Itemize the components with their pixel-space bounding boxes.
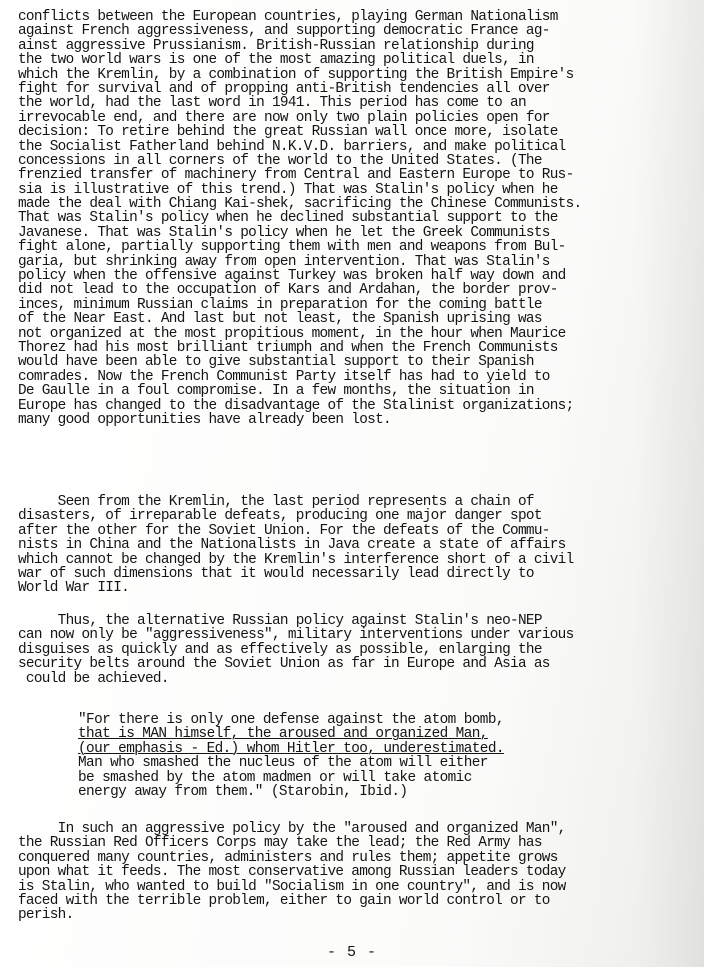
- text-line: the Socialist Fatherland behind N.K.V.D. barriers, and make political: [18, 138, 566, 155]
- text-line: "For there is only one defense against the atom bomb,: [78, 712, 504, 728]
- text-line: fight alone, partially supporting them with men and weapons from Bul-: [18, 239, 566, 256]
- text-line: the two world wars is one of the most amazing political duels, in: [18, 52, 534, 69]
- text-line: frenzied transfer of machinery from Central and Eastern Europe to Rus-: [18, 167, 574, 184]
- text-line: war of such dimensions that it would necessarily lead directly to: [18, 565, 534, 582]
- page-number: - 5 -: [326, 944, 377, 961]
- text-line: sia is illustrative of this trend.) That was Stalin's policy when he: [18, 181, 558, 198]
- text-line: is Stalin, who wanted to build "Socialism in one country", and is now: [18, 878, 566, 895]
- text-line: the Russian Red Officers Corps may take the lead; the Red Army has: [18, 835, 542, 852]
- paragraph-2: [18, 495, 690, 596]
- text-line: security belts around the Soviet Union as far in Europe and Asia as: [18, 656, 550, 673]
- text-line: not organized at the most propitious moment, in the hour when Maurice: [18, 325, 566, 342]
- text-line: Thus, the alternative Russian policy against Stalin's neo-NEP: [18, 613, 542, 629]
- text-line: policy when the offensive against Turkey was broken half way down and: [18, 268, 566, 285]
- paragraph-1: [18, 10, 690, 427]
- paragraph-4: [18, 822, 690, 923]
- text-line: Thorez had his most brilliant triumph and when the French Communists: [18, 339, 558, 356]
- text-line: many good opportunities have already been lost.: [18, 411, 391, 428]
- text-line: Javanese. That was Stalin's policy when he let the Greek Communists: [18, 224, 550, 241]
- text-line: fight for survival and of propping anti-British tendencies all over: [18, 80, 550, 97]
- text-line: that is MAN himself, the aroused and organized Man,: [78, 726, 488, 743]
- text-line: disguises as quickly and as effectively as possible, enlarging the: [18, 641, 542, 658]
- text-line: inces, minimum Russian claims in preparation for the coming battle: [18, 296, 542, 313]
- text-line: energy away from them." (Starobin, Ibid.): [78, 783, 408, 800]
- text-line: could be achieved.: [18, 670, 169, 687]
- text-line: conquered many countries, administers and rules them; appetite grows: [18, 849, 558, 866]
- text-line: irrevocable end, and there are now only two plain policies open for: [18, 109, 550, 126]
- text-line: the world, had the last word in 1941. This period has come to an: [18, 95, 526, 112]
- text-line: Seen from the Kremlin, the last period represents a chain of: [18, 494, 534, 510]
- block-quote: [78, 713, 618, 799]
- text-line: can now only be "aggressiveness", military interventions under various: [18, 627, 574, 644]
- text-line: World War III.: [18, 580, 130, 597]
- text-line: did not lead to the occupation of Kars and Ardahan, the border prov-: [18, 282, 558, 299]
- text-line: upon what it feeds. The most conservative among Russian leaders today: [18, 864, 566, 881]
- text-line: faced with the terrible problem, either to gain world control or to: [18, 892, 550, 909]
- text-line: of the Near East. And last but not least, the Spanish uprising was: [18, 311, 542, 328]
- text-line: ainst aggressive Prussianism. British-Russian relationship during: [18, 37, 534, 54]
- text-line: be smashed by the atom madmen or will take atomic: [78, 769, 472, 786]
- text-line: disasters, of irreparable defeats, producing one major danger spot: [18, 508, 542, 525]
- text-line: made the deal with Chiang Kai-shek, sacrificing the Chinese Communists.: [18, 196, 582, 213]
- text-line: comrades. Now the French Communist Party itself has had to yield to: [18, 368, 550, 385]
- text-line: which cannot be changed by the Kremlin's interference short of a civil: [18, 551, 574, 568]
- text-line: would have been able to give substantial support to their Spanish: [18, 354, 534, 371]
- text-line: decision: To retire behind the great Russian wall once more, isolate: [18, 124, 558, 141]
- text-line: conflicts between the European countries, playing German Nationalism: [18, 9, 558, 25]
- text-line: concessions in all corners of the world to the United States. (The: [18, 152, 542, 169]
- text-line: after the other for the Soviet Union. For the defeats of the Commu-: [18, 522, 550, 539]
- text-line: De Gaulle in a foul compromise. In a few months, the situation in: [18, 383, 534, 400]
- text-line: (our emphasis - Ed.) whom Hitler too, underestimated.: [78, 740, 504, 757]
- text-line: Europe has changed to the disadvantage of the Stalinist organizations;: [18, 397, 574, 414]
- text-line: In such an aggressive policy by the "aroused and organized Man",: [18, 821, 566, 837]
- text-line: perish.: [18, 907, 74, 924]
- text-line: Man who smashed the nucleus of the atom will either: [78, 755, 488, 772]
- paragraph-3: [18, 614, 690, 686]
- text-line: which the Kremlin, by a combination of supporting the British Empire's: [18, 66, 574, 83]
- text-line: That was Stalin's policy when he declined substantial support to the: [18, 210, 558, 227]
- text-line: garia, but shrinking away from open intervention. That was Stalin's: [18, 253, 550, 270]
- text-line: nists in China and the Nationalists in Java create a state of affairs: [18, 537, 566, 554]
- text-line: against French aggressiveness, and supporting democratic France ag-: [18, 23, 550, 40]
